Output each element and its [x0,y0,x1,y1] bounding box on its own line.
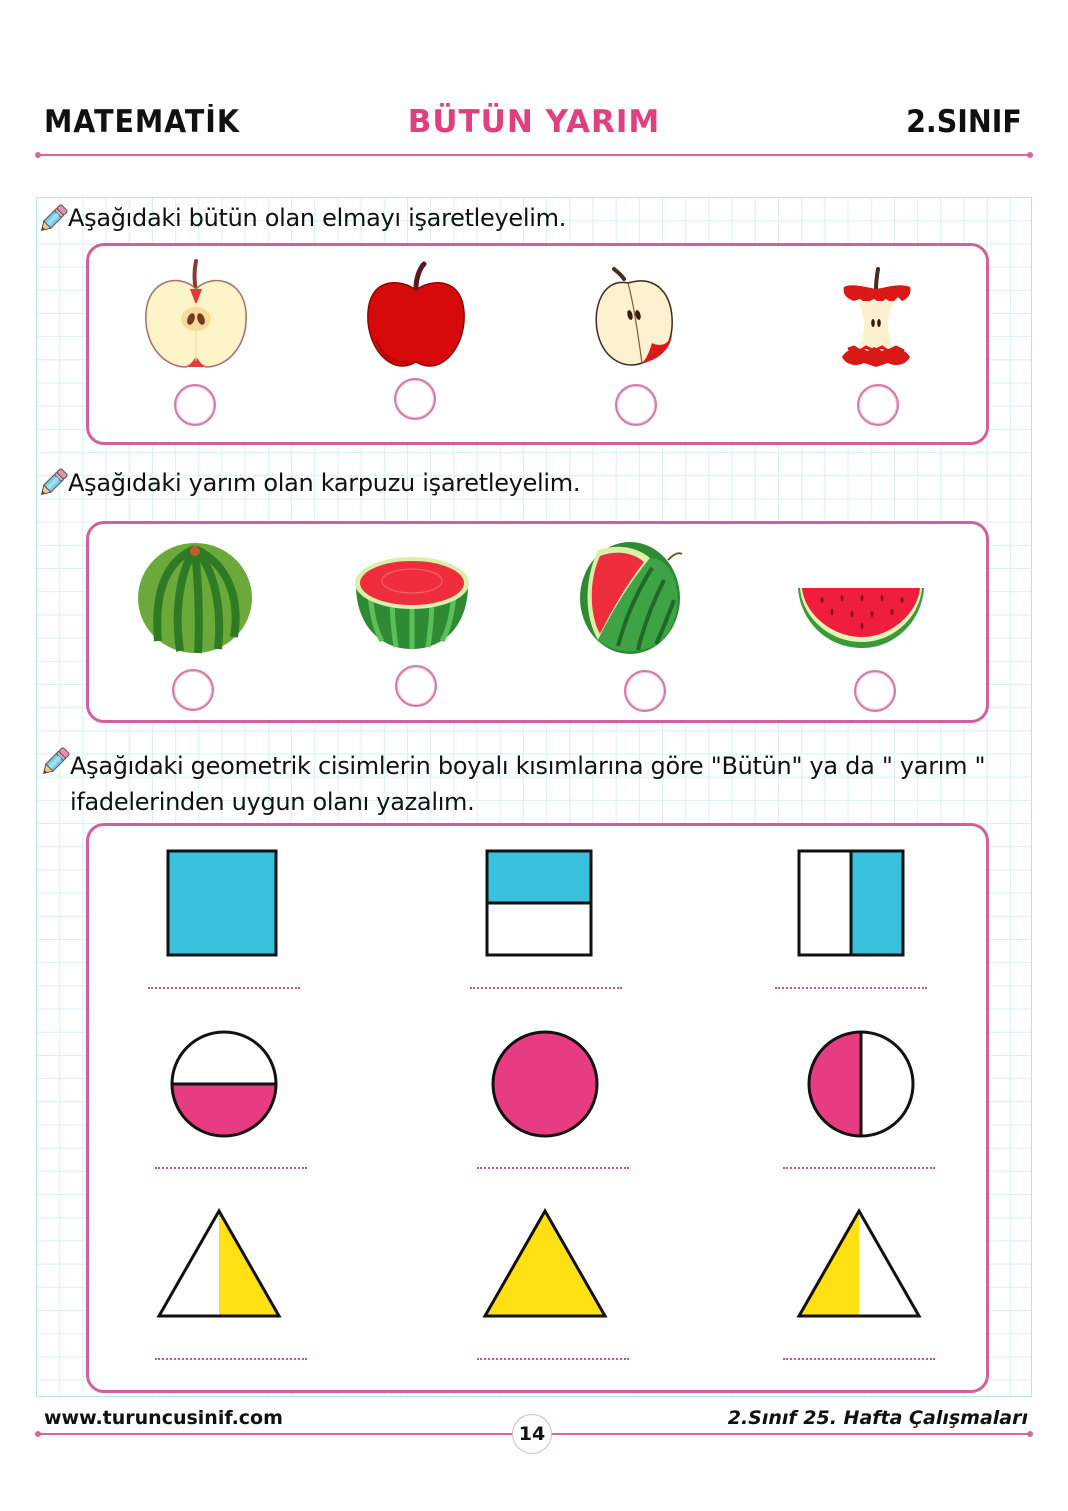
series-label: 2.Sınıf 25. Hafta Çalışmaları [727,1407,1028,1429]
divider-dot [35,152,41,158]
answer-circle-apple-1[interactable] [174,384,216,426]
page-header [0,104,1068,148]
triangle-left-half-filled-icon [796,1208,922,1320]
apple-half-cut-icon [140,255,252,373]
watermelon-whole-icon [136,541,254,655]
square-top-half-filled-icon [485,849,593,957]
answer-circle-watermelon-2[interactable] [395,665,437,707]
answer-line-square-1[interactable] [148,987,300,989]
circle-left-half-filled-icon [806,1029,916,1139]
answer-line-triangle-1[interactable] [155,1358,307,1360]
page-number-badge [512,1414,552,1454]
topic-title: BÜTÜN YARIM [407,104,661,140]
answer-circle-apple-4[interactable] [857,384,899,426]
circle-bottom-half-filled-icon [169,1029,279,1139]
pencil-icon [36,202,70,236]
answer-line-circle-2[interactable] [477,1167,629,1169]
square-right-half-filled-icon [797,849,905,957]
square-whole-filled-icon [166,849,278,957]
answer-circle-watermelon-3[interactable] [624,670,666,712]
pencil-icon [38,745,72,779]
answer-circle-watermelon-4[interactable] [854,670,896,712]
grade-label: 2.SINIF [906,104,1022,140]
website-label: www.turuncusinif.com [44,1407,283,1429]
question-1-prompt: Aşağıdaki bütün olan elmayı işaretleyelim. [68,204,567,232]
triangle-right-half-filled-icon [156,1208,282,1320]
answer-circle-apple-2[interactable] [394,378,436,420]
question-3-prompt-line-2: ifadelerinden uygun olanı yazalım. [70,788,475,816]
watermelon-slice-icon [796,584,926,650]
watermelon-slice-cut-icon [578,540,690,656]
divider-dot [1027,152,1033,158]
divider-dot [1027,1431,1033,1437]
subject-title: MATEMATİK [44,104,240,140]
page-number: 14 [518,1423,546,1445]
apple-half-side-icon [590,265,682,371]
answer-line-circle-3[interactable] [783,1167,935,1169]
answer-line-triangle-3[interactable] [783,1358,935,1360]
watermelon-half-icon [352,555,472,651]
apple-core-icon [838,265,914,371]
circle-whole-filled-icon [490,1029,600,1139]
answer-line-square-3[interactable] [775,987,927,989]
divider-dot [35,1431,41,1437]
triangle-whole-filled-icon [482,1208,608,1320]
answer-line-triangle-2[interactable] [477,1358,629,1360]
answer-line-circle-1[interactable] [155,1167,307,1169]
question-3-prompt-line-1: Aşağıdaki geometrik cisimlerin boyalı kısımlarına göre "Bütün" ya da " yarım " [70,752,986,780]
question-2-prompt: Aşağıdaki yarım olan karpuzu işaretleyelim. [68,469,581,497]
answer-circle-apple-3[interactable] [615,384,657,426]
apple-whole-icon [364,260,468,370]
pencil-icon [36,466,70,500]
answer-line-square-2[interactable] [470,987,622,989]
header-divider [38,154,1030,156]
answer-circle-watermelon-1[interactable] [172,669,214,711]
